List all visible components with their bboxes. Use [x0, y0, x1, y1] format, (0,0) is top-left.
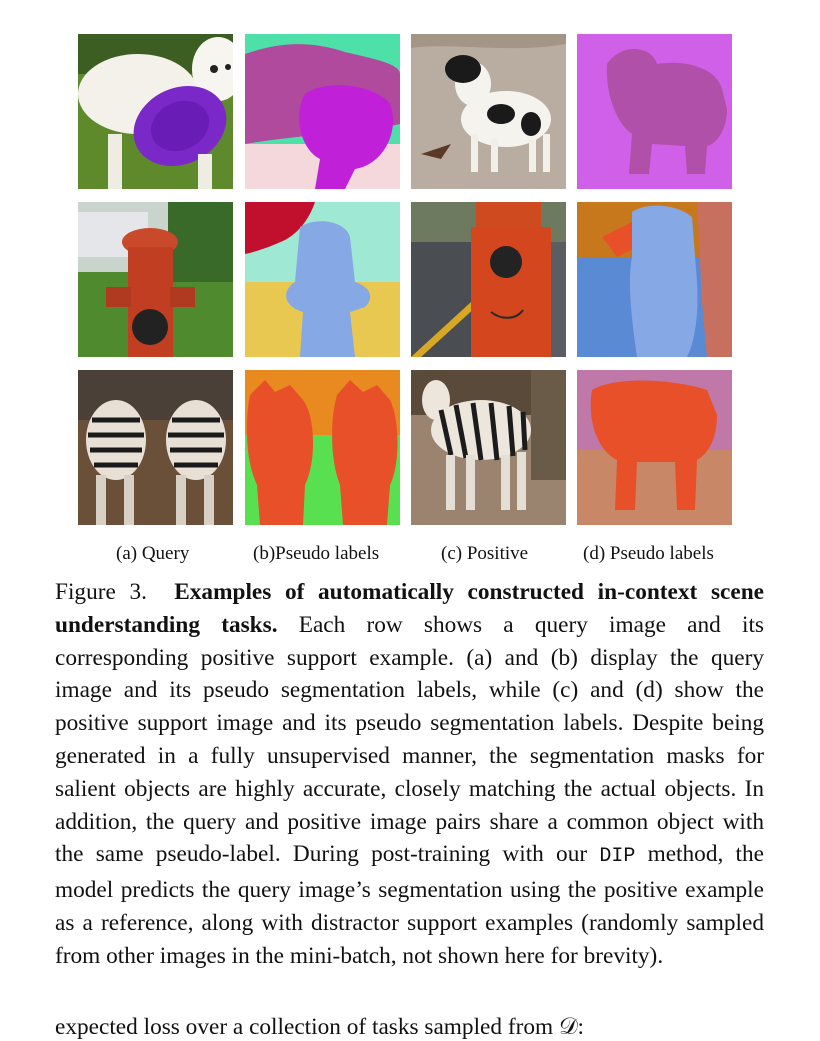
subcaption-d: (d) Pseudo labels: [583, 543, 714, 564]
subcaption-a: (a) Query: [116, 543, 190, 564]
subcaption-c: (c) Positive: [441, 543, 529, 564]
query-image-dog: [78, 34, 233, 189]
method-name: DIP: [599, 845, 636, 869]
positive-image-dog: [411, 34, 566, 189]
caption-body-end: method, the model predicts the query image’s segmentation using the positive example as a reference, along with distractor support examples (randomly sampled from other images in the mini-batch, not shown here for brevity).: [55, 841, 764, 969]
subfigure-labels: [0, 543, 820, 567]
subcaption-b: (b)Pseudo labels: [253, 543, 380, 564]
caption-bold-title: Examples of automatically constructed in-context scene understanding tasks.: [55, 579, 764, 638]
pseudo-label-mask-zebra-positive: [577, 370, 732, 525]
pseudo-label-mask-dog: [245, 34, 400, 189]
caption-body: Each row shows a query image and its corresponding positive support example. (a) and (b) display the query image and its pseudo segmentation labels, while (c) and (d) show the positive support image and its pseudo segmentation labels. Despite being generated in a fully unsupervised manner, the segmentation masks for salient objects are highly accurate, closely matching the actual objects. In addition, the query and positive image pairs share a common object with the same pseudo-label. During post-training with our: [55, 611, 764, 868]
pseudo-label-mask-zebras: [245, 370, 400, 525]
positive-image-zebra: [411, 370, 566, 525]
query-image-hydrant: [78, 202, 233, 357]
pseudo-label-mask-hydrant-positive: [577, 202, 732, 357]
positive-image-hydrant: [411, 202, 566, 357]
query-image-zebras: [78, 370, 233, 525]
figure-label: Figure 3.: [55, 579, 147, 605]
next-paragraph-line: expected loss over a collection of tasks sampled from 𝒟:: [55, 1014, 585, 1040]
figure-caption: [55, 576, 764, 973]
pseudo-label-mask-hydrant: [245, 202, 400, 357]
pseudo-label-mask-dog-positive: [577, 34, 732, 189]
